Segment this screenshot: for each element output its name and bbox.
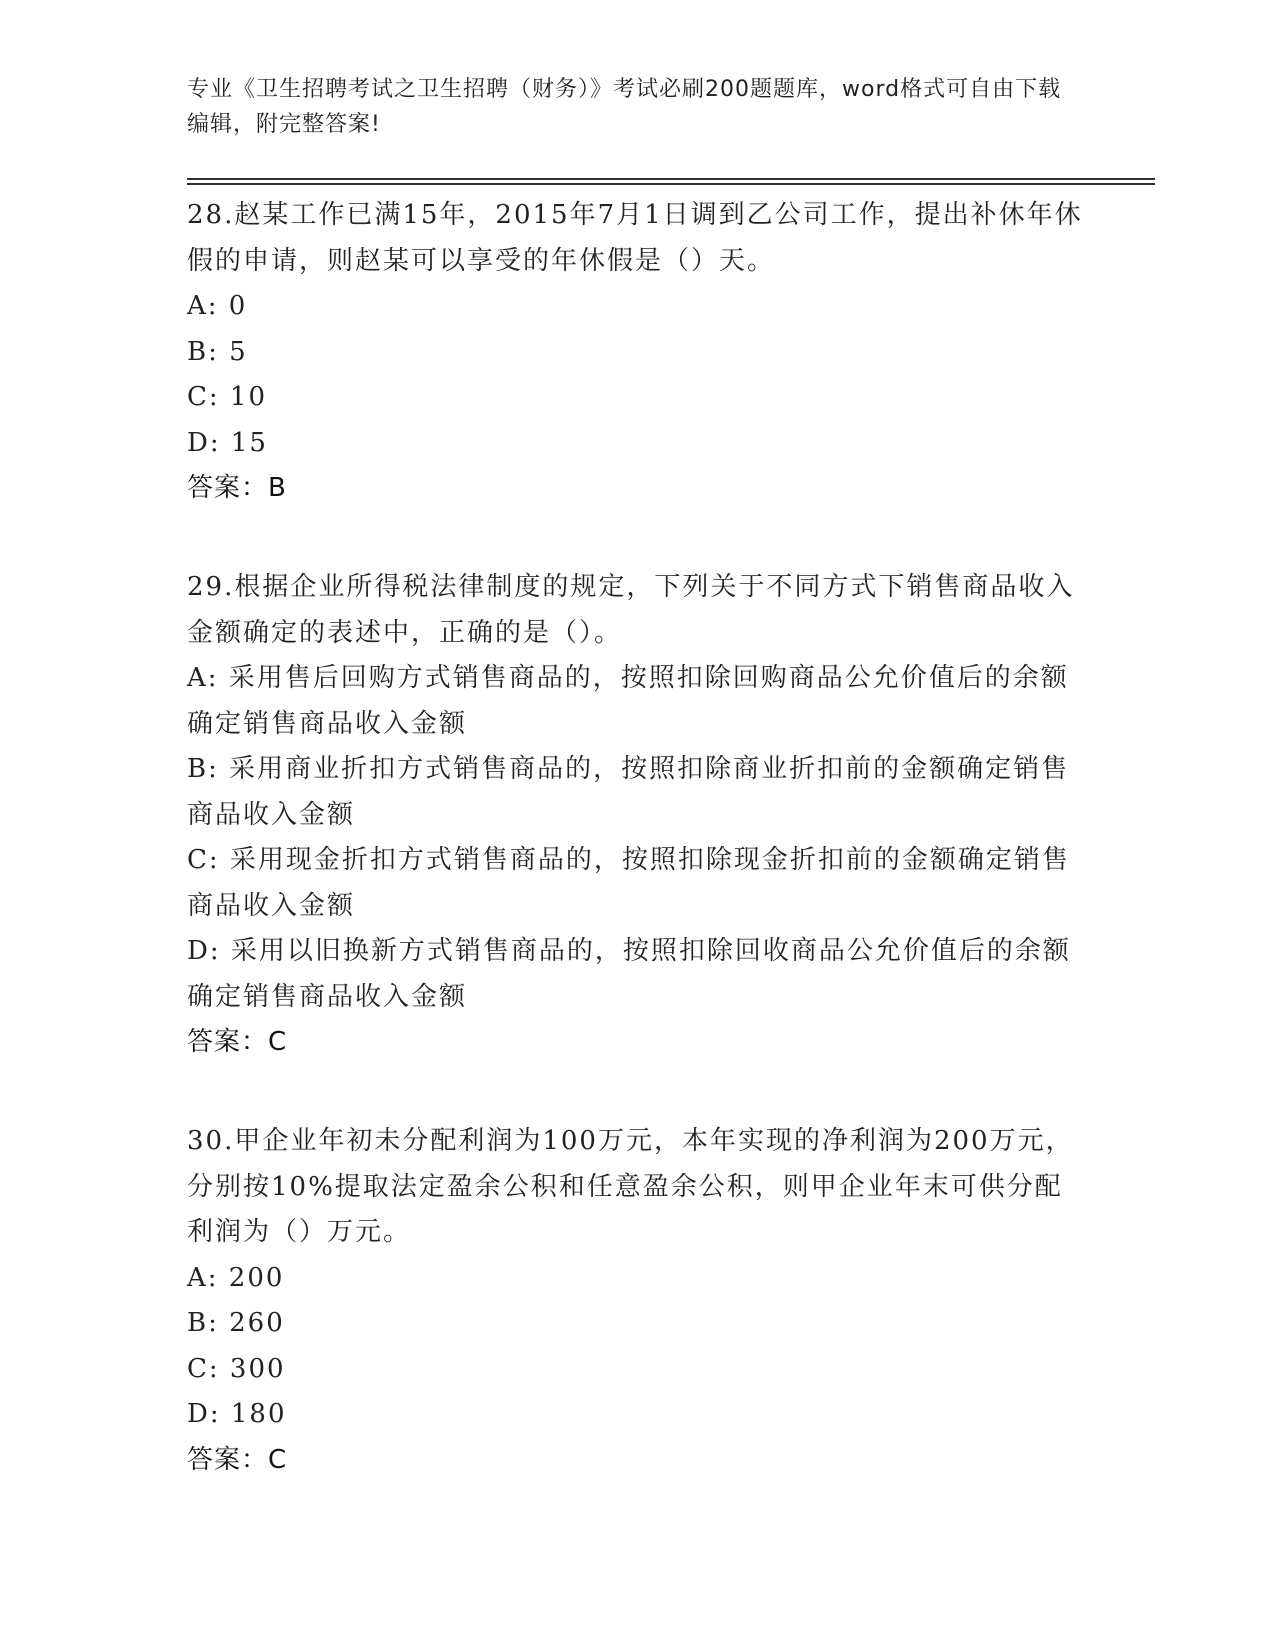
option-b: B: 采用商业折扣方式销售商品的，按照扣除商业折扣前的金额确定销售商品收入金额	[187, 754, 1070, 830]
question-29	[187, 565, 1087, 1065]
option-a: A: 200	[187, 1262, 285, 1293]
option-d: D: 180	[187, 1399, 287, 1429]
answer-line: 答案：B	[187, 473, 287, 503]
document-header: 专业《卫生招聘考试之卫生招聘（财务）》考试必刷200题题库，word格式可自由下载编辑，附完整答案!	[187, 77, 1062, 137]
question-stem: 28.赵某工作已满15年，2015年7月1日调到乙公司工作，提出补休年休假的申请，则赵某可以享受的年休假是（）天。	[187, 200, 1083, 276]
question-28	[187, 193, 1087, 511]
answer-line: 答案：C	[187, 1444, 288, 1475]
option-c: C: 300	[187, 1353, 286, 1384]
option-d: D: 15	[187, 427, 268, 458]
option-a: A: 0	[187, 291, 248, 321]
header-divider-bottom	[187, 183, 1155, 185]
option-d: D: 采用以旧换新方式销售商品的，按照扣除回收商品公允价值后的余额确定销售商品收入金额	[187, 936, 1071, 1012]
question-stem: 29.根据企业所得税法律制度的规定，下列关于不同方式下销售商品收入金额确定的表述中，正确的是（）。	[187, 572, 1075, 648]
option-a: A: 采用售后回购方式销售商品的，按照扣除回购商品公允价值后的余额确定销售商品收入金额	[187, 663, 1069, 739]
question-list	[187, 193, 1087, 1483]
option-b: B: 260	[187, 1308, 285, 1338]
option-b: B: 5	[187, 336, 248, 367]
option-c: C: 采用现金折扣方式销售商品的，按照扣除现金折扣前的金额确定销售商品收入金额	[187, 845, 1070, 921]
option-c: C: 10	[187, 382, 268, 412]
question-stem: 30.甲企业年初未分配利润为100万元，本年实现的净利润为200万元，分别按10%提取法定盈余公积和任意盈余公积，则甲企业年末可供分配利润为（）万元。	[187, 1126, 1074, 1247]
answer-line: 答案：C	[187, 1027, 288, 1057]
header-divider-top	[187, 178, 1155, 180]
question-30	[187, 1119, 1087, 1483]
